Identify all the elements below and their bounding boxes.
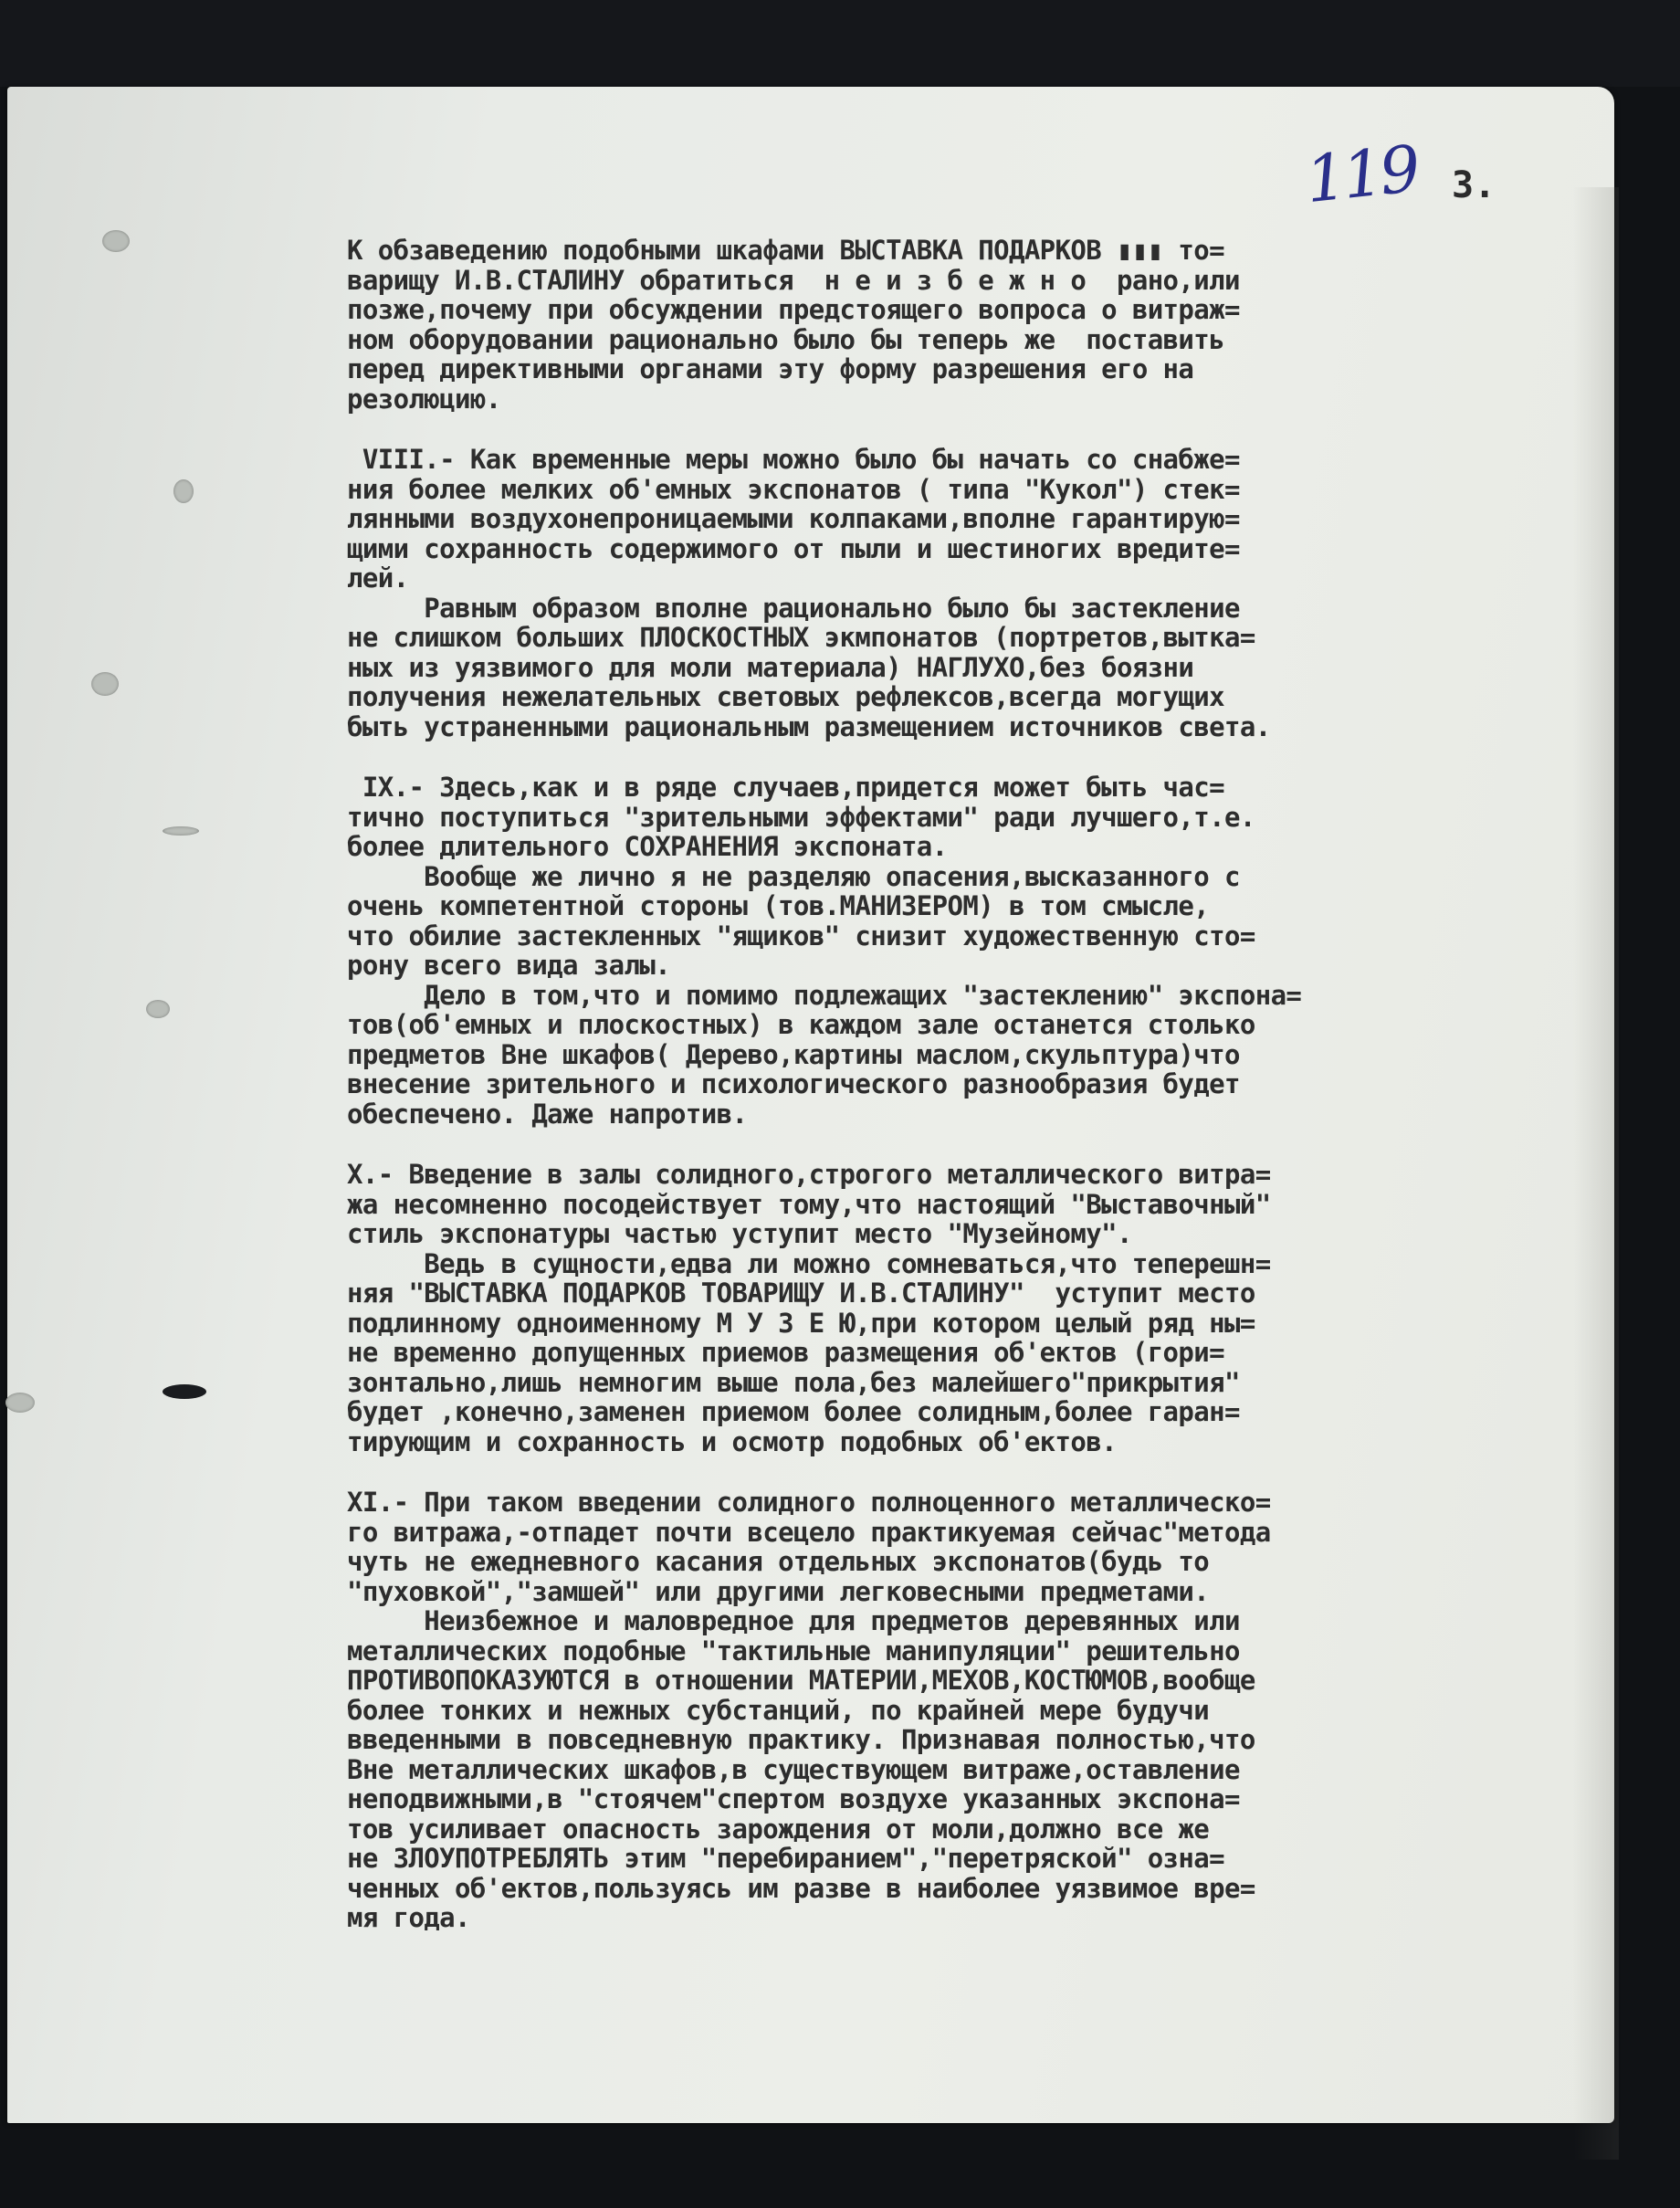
- text-line: позже,почему при обсуждении предстоящего вопроса о витраж=: [347, 294, 1240, 325]
- text-line: ПРОТИВОПОКАЗУЮТСЯ в отношении МАТЕРИИ,МЕХОВ,КОСТЮМОВ,вообще: [347, 1665, 1255, 1696]
- text-line: варищу И.В.СТАЛИНУ обратиться н е и з б е ж н о рано,или: [347, 264, 1240, 296]
- text-line: VIII.- Как временные меры можно было бы начать со снабже=: [347, 444, 1240, 475]
- text-line: мя года.: [347, 1902, 470, 1933]
- text-line: го витража,-отпадет почти всецело практикуемая сейчас"метода: [347, 1516, 1271, 1548]
- punch-hole: [91, 672, 119, 696]
- text-line: лей.: [347, 563, 409, 594]
- text-line: ном оборудовании рационально было бы теперь же поставить: [347, 323, 1224, 355]
- paragraph: [347, 1488, 1561, 1933]
- paragraph: [347, 236, 1561, 414]
- text-line: Вне металлических шкафов,в существующем витраже,оставление: [347, 1753, 1240, 1785]
- handwritten-folio-number: 119: [1302, 131, 1421, 218]
- page-number: 3.: [1452, 164, 1496, 206]
- text-line: более тонких и нежных субстанций, по крайней мере будучи: [347, 1694, 1210, 1726]
- paragraph: [347, 773, 1561, 1129]
- punch-hole: [5, 1393, 35, 1413]
- punch-hole-dark: [163, 1384, 206, 1399]
- text-line: тов(об'емных и плоскостных) в каждом зале останется столько: [347, 1009, 1255, 1040]
- text-line: внесение зрительного и психологического разнообразия будет: [347, 1068, 1240, 1099]
- text-line: металлических подобные "тактильные манипуляции" решительно: [347, 1635, 1240, 1667]
- text-line: что обилие застекленных "ящиков" снизит художественную сто=: [347, 920, 1255, 952]
- text-line: ных из уязвимого для моли материала) НАГЛУХО,без боязни: [347, 651, 1194, 683]
- text-line: тов усиливает опасность зарождения от моли,должно все же: [347, 1813, 1210, 1845]
- punch-hole: [146, 1000, 170, 1018]
- text-line: очень компетентной стороны (тов.МАНИЗЕРОМ) в том смысле,: [347, 890, 1210, 921]
- paragraph: [347, 1160, 1561, 1456]
- punch-hole: [163, 826, 199, 836]
- text-line: тирующим и сохранность и осмотр подобных об'ектов.: [347, 1425, 1117, 1457]
- text-line: не слишком больших ПЛОСКОСТНЫХ экмпонатов (портретов,вытка=: [347, 622, 1255, 653]
- typewritten-text-body: [347, 236, 1561, 1964]
- text-line: IX.- Здесь,как и в ряде случаев,придется может быть час=: [347, 772, 1224, 803]
- text-line: введенными в повседневную практику. Признавая полностью,что: [347, 1724, 1255, 1755]
- text-line: перед директивными органами эту форму разрешения его на: [347, 353, 1194, 384]
- text-line: XI.- При таком введении солидного полноценного металлическо=: [347, 1487, 1271, 1518]
- text-line: предметов Вне шкафов( Дерево,картины маслом,скульптура)что: [347, 1038, 1240, 1070]
- text-line: рону всего вида залы.: [347, 950, 671, 981]
- text-line: няя "ВЫСТАВКА ПОДАРКОВ ТОВАРИЩУ И.В.СТАЛИНУ" уступит место: [347, 1277, 1255, 1309]
- punch-hole: [102, 230, 130, 252]
- text-line: К обзаведению подобными шкафами ВЫСТАВКА ПОДАРКОВ ▮▮▮ то=: [347, 235, 1224, 266]
- text-line: лянными воздухонепроницаемыми колпаками,вполне гарантирую=: [347, 503, 1240, 534]
- text-line: Дело в том,что и помимо подлежащих "застеклению" экспона=: [347, 979, 1302, 1011]
- text-line: "пуховкой","замшей" или другими легковесными предметами.: [347, 1575, 1210, 1607]
- text-line: зонтально,лишь немногим выше пола,без малейшего"прикрытия": [347, 1366, 1240, 1398]
- text-line: щими сохранность содержимого от пыли и шестиногих вредите=: [347, 532, 1240, 564]
- text-line: ния более мелких об'емных экспонатов ( типа "Кукол") стек=: [347, 473, 1240, 505]
- text-line: Ведь в сущности,едва ли можно сомневаться,что теперешн=: [347, 1247, 1271, 1279]
- text-line: жа несомненно посодействует тому,что настоящий "Выставочный": [347, 1188, 1271, 1220]
- text-line: чуть не ежедневного касания отдельных экспонатов(будь то: [347, 1546, 1210, 1577]
- text-line: быть устраненными рациональным размещением источников света.: [347, 710, 1271, 742]
- text-line: X.- Введение в залы солидного,строгого металлического витра=: [347, 1159, 1271, 1190]
- text-line: Вообще же лично я не разделяю опасения,высказанного с: [347, 860, 1240, 892]
- text-line: Неизбежное и маловредное для предметов деревянных или: [347, 1605, 1240, 1636]
- paragraph: [347, 445, 1561, 741]
- text-line: более длительного СОХРАНЕНИЯ экспоната.: [347, 831, 948, 862]
- text-line: получения нежелательных световых рефлексов,всегда могущих: [347, 681, 1224, 712]
- text-line: не временно допущенных приемов размещения об'ектов (гори=: [347, 1337, 1224, 1368]
- scan-background: [0, 0, 1680, 87]
- text-line: не ЗЛОУПОТРЕБЛЯТЬ этим "перебиранием","перетряской" озна=: [347, 1843, 1224, 1874]
- text-line: Равным образом вполне рационально было бы застекление: [347, 592, 1240, 624]
- punch-hole: [173, 479, 194, 503]
- page-edge-shadow: [1573, 187, 1619, 2160]
- text-line: тично поступиться "зрительными эффектами" ради лучшего,т.е.: [347, 801, 1255, 833]
- text-line: будет ,конечно,заменен приемом более солидным,более гаран=: [347, 1396, 1240, 1427]
- text-line: резолюцию.: [347, 383, 501, 415]
- text-line: подлинному одноименному М У З Е Ю,при котором целый ряд ны=: [347, 1307, 1255, 1339]
- text-line: неподвижными,в "стоячем"спертом воздухе указанных экспона=: [347, 1783, 1240, 1814]
- text-line: стиль экспонатуры частью уступит место "Музейному".: [347, 1218, 1132, 1249]
- text-line: обеспечено. Даже напротив.: [347, 1098, 748, 1130]
- text-line: ченных об'ектов,пользуясь им разве в наиболее уязвимое вре=: [347, 1872, 1255, 1904]
